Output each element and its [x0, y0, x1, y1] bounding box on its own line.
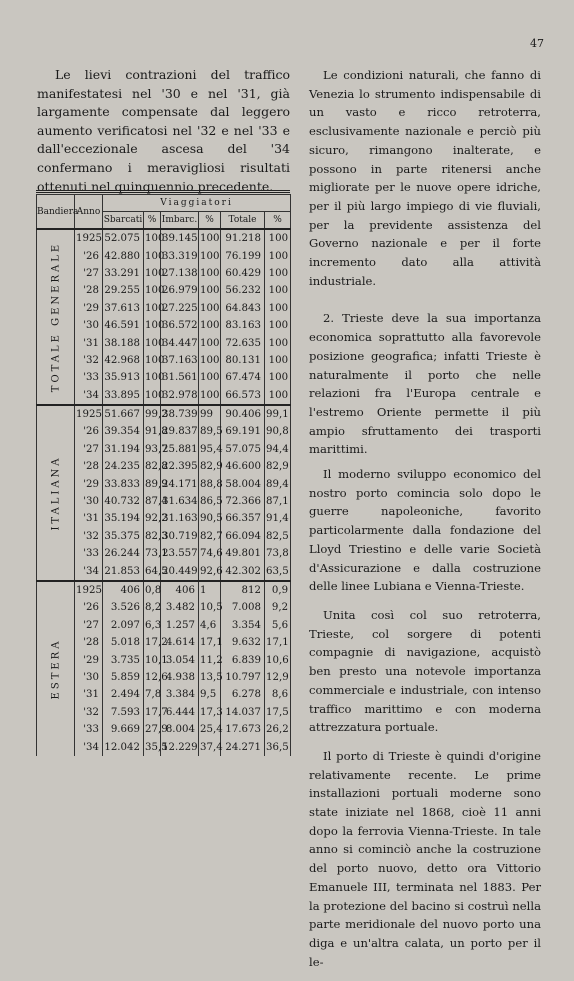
totale-cell: 76.199 — [221, 247, 265, 264]
pct-imbarcati-cell: 11,2 — [199, 651, 221, 668]
paragraph-venezia: Le condizioni naturali, che fanno di Venezia lo strumento indispensabile di un vasto e ricco retroterra, esclusivamente nazionale e perciò più sicuro, rimangono inalterate, e possono in parte ritenersi anche migliorate per le nuove opere idriche, per il più largo impiego di vie fluviali, per la previdente assistenza del Governo nazionale e per il forte incremento dato alla attività industriale. — [309, 68, 541, 288]
pct-totale-cell: 100 — [265, 265, 291, 282]
year-cell: '28 — [75, 634, 103, 651]
year-cell: 1925 — [75, 581, 103, 599]
year-cell: '29 — [75, 475, 103, 492]
sbarcati-cell: 9.669 — [103, 721, 144, 738]
pct-imbarcati-cell: 82,9 — [199, 458, 221, 475]
pct-sbarcati-cell: 82,3 — [144, 528, 161, 545]
header-pct-sbarcati: % — [144, 212, 161, 230]
pct-totale-cell: 100 — [265, 282, 291, 299]
totale-cell: 9.632 — [221, 634, 265, 651]
pct-totale-cell: 100 — [265, 334, 291, 351]
year-cell: '27 — [75, 265, 103, 282]
header-pct-totale: % — [265, 212, 291, 230]
pct-imbarcati-cell: 1 — [199, 581, 221, 599]
pct-totale-cell: 17,5 — [265, 704, 291, 721]
table-top-rule-2 — [36, 192, 290, 193]
totale-cell: 80.131 — [221, 352, 265, 369]
totale-cell: 7.008 — [221, 599, 265, 616]
pct-imbarcati-cell: 13,5 — [199, 669, 221, 686]
table-row — [37, 282, 291, 299]
pct-imbarcati-cell: 90,5 — [199, 510, 221, 527]
pct-totale-cell: 26,2 — [265, 721, 291, 738]
sbarcati-cell: 2.097 — [103, 617, 144, 634]
sbarcati-cell: 24.235 — [103, 458, 144, 475]
table-row — [37, 352, 291, 369]
header-totale: Totale — [221, 212, 265, 230]
sbarcati-cell: 3.526 — [103, 599, 144, 616]
sbarcati-cell: 33.291 — [103, 265, 144, 282]
table-row — [37, 562, 291, 580]
pct-sbarcati-cell: 12,6 — [144, 669, 161, 686]
sbarcati-cell: 42.968 — [103, 352, 144, 369]
totale-cell: 83.163 — [221, 317, 265, 334]
table-row — [37, 317, 291, 334]
pct-sbarcati-cell: 100 — [144, 229, 161, 247]
pct-totale-cell: 100 — [265, 387, 291, 405]
sbarcati-cell: 33.895 — [103, 387, 144, 405]
pct-sbarcati-cell: 6,3 — [144, 617, 161, 634]
pct-imbarcati-cell: 89,5 — [199, 423, 221, 440]
pct-sbarcati-cell: 64,5 — [144, 562, 161, 580]
imbarcati-cell: 27.138 — [161, 265, 199, 282]
totale-cell: 60.429 — [221, 265, 265, 282]
pct-totale-cell: 82,5 — [265, 528, 291, 545]
pct-sbarcati-cell: 73,1 — [144, 545, 161, 562]
table-row — [37, 493, 291, 510]
pct-totale-cell: 100 — [265, 369, 291, 386]
pct-totale-cell: 82,9 — [265, 458, 291, 475]
year-cell: '31 — [75, 686, 103, 703]
pct-imbarcati-cell: 100 — [199, 282, 221, 299]
header-imbarcati: Imbarc. — [161, 212, 199, 230]
imbarcati-cell: 26.979 — [161, 282, 199, 299]
sbarcati-cell: 46.591 — [103, 317, 144, 334]
pct-sbarcati-cell: 35,5 — [144, 738, 161, 755]
totale-cell: 72.366 — [221, 493, 265, 510]
table-row — [37, 510, 291, 527]
totale-cell: 58.004 — [221, 475, 265, 492]
header-pct-imbarcati: % — [199, 212, 221, 230]
year-cell: '31 — [75, 334, 103, 351]
imbarcati-cell: 4.614 — [161, 634, 199, 651]
totale-cell: 6.839 — [221, 651, 265, 668]
year-cell: '31 — [75, 510, 103, 527]
table-row — [37, 528, 291, 545]
sbarcati-cell: 29.255 — [103, 282, 144, 299]
totale-cell: 66.094 — [221, 528, 265, 545]
sbarcati-cell: 31.194 — [103, 441, 144, 458]
imbarcati-cell: 20.449 — [161, 562, 199, 580]
year-cell: '29 — [75, 651, 103, 668]
pct-imbarcati-cell: 100 — [199, 369, 221, 386]
pct-imbarcati-cell: 100 — [199, 317, 221, 334]
sbarcati-cell: 35.913 — [103, 369, 144, 386]
pct-imbarcati-cell: 17,3 — [199, 704, 221, 721]
pct-imbarcati-cell: 74,6 — [199, 545, 221, 562]
imbarcati-cell: 36.572 — [161, 317, 199, 334]
sbarcati-cell: 42.880 — [103, 247, 144, 264]
pct-totale-cell: 73,8 — [265, 545, 291, 562]
pct-totale-cell: 8,6 — [265, 686, 291, 703]
passenger-traffic-table — [36, 194, 291, 756]
pct-totale-cell: 100 — [265, 300, 291, 317]
table-row — [37, 545, 291, 562]
pct-totale-cell: 100 — [265, 317, 291, 334]
right-column — [309, 66, 541, 981]
totale-cell: 10.797 — [221, 669, 265, 686]
year-cell: '26 — [75, 599, 103, 616]
sbarcati-cell: 52.075 — [103, 229, 144, 247]
pct-imbarcati-cell: 82,7 — [199, 528, 221, 545]
totale-cell: 6.278 — [221, 686, 265, 703]
imbarcati-cell: 3.482 — [161, 599, 199, 616]
pct-sbarcati-cell: 0,8 — [144, 581, 161, 599]
year-cell: '26 — [75, 247, 103, 264]
pct-sbarcati-cell: 99,2 — [144, 405, 161, 423]
pct-sbarcati-cell: 100 — [144, 265, 161, 282]
totale-cell: 812 — [221, 581, 265, 599]
pct-sbarcati-cell: 100 — [144, 334, 161, 351]
year-cell: '27 — [75, 617, 103, 634]
pct-totale-cell: 36,5 — [265, 738, 291, 755]
pct-totale-cell: 100 — [265, 352, 291, 369]
table-row — [37, 738, 291, 755]
imbarcati-cell: 12.229 — [161, 738, 199, 755]
paragraph-trieste-development: Il moderno sviluppo economico del nostro porto comincia solo dopo le guerre napoleoniche, favorito particolarmente dalla fondazione del Lloyd Triestino e delle varie Società d'Assicurazione e dalla costruzione delle linee Lubiana e Vienna-Trieste. — [309, 467, 541, 594]
totale-cell: 69.191 — [221, 423, 265, 440]
year-cell: '28 — [75, 458, 103, 475]
pct-totale-cell: 91,4 — [265, 510, 291, 527]
totale-cell: 57.075 — [221, 441, 265, 458]
year-cell: 1925 — [75, 405, 103, 423]
pct-imbarcati-cell: 17,1 — [199, 634, 221, 651]
left-intro-paragraph: Le lievi contrazioni del traffico manifestatesi nel '30 e nel '31, già largamente compensate dal leggero aumento verificatosi nel '32 e nel '33 e dall'eccezionale ascesa del '34 confermano i meravigliosi risultati ottenuti nel quinquennio precedente. — [37, 67, 290, 194]
pct-imbarcati-cell: 100 — [199, 265, 221, 282]
year-cell: '32 — [75, 352, 103, 369]
pct-imbarcati-cell: 88,8 — [199, 475, 221, 492]
imbarcati-cell: 24.171 — [161, 475, 199, 492]
pct-totale-cell: 100 — [265, 247, 291, 264]
sbarcati-cell: 7.593 — [103, 704, 144, 721]
table-row — [37, 387, 291, 405]
sbarcati-cell: 3.735 — [103, 651, 144, 668]
year-cell: '32 — [75, 528, 103, 545]
sbarcati-cell: 37.613 — [103, 300, 144, 317]
imbarcati-cell: 1.257 — [161, 617, 199, 634]
table-row — [37, 634, 291, 651]
table-row — [37, 369, 291, 386]
year-cell: '33 — [75, 545, 103, 562]
pct-totale-cell: 5,6 — [265, 617, 291, 634]
imbarcati-cell: 3.384 — [161, 686, 199, 703]
table-row — [37, 423, 291, 440]
pct-imbarcati-cell: 95,4 — [199, 441, 221, 458]
table-row — [37, 475, 291, 492]
pct-imbarcati-cell: 100 — [199, 247, 221, 264]
sbarcati-cell: 33.833 — [103, 475, 144, 492]
sbarcati-cell: 5.018 — [103, 634, 144, 651]
pct-sbarcati-cell: 100 — [144, 317, 161, 334]
year-cell: '28 — [75, 282, 103, 299]
imbarcati-cell: 8.004 — [161, 721, 199, 738]
sbarcati-cell: 5.859 — [103, 669, 144, 686]
sbarcati-cell: 35.375 — [103, 528, 144, 545]
year-cell: '30 — [75, 493, 103, 510]
header-bandiera: Bandiera — [37, 195, 75, 230]
pct-totale-cell: 12,9 — [265, 669, 291, 686]
pct-sbarcati-cell: 17,7 — [144, 704, 161, 721]
table-body — [37, 229, 291, 756]
table-row — [37, 669, 291, 686]
pct-totale-cell: 17,1 — [265, 634, 291, 651]
table-row — [37, 405, 291, 423]
totale-cell: 3.354 — [221, 617, 265, 634]
table-row — [37, 599, 291, 616]
totale-cell: 67.474 — [221, 369, 265, 386]
totale-cell: 66.573 — [221, 387, 265, 405]
totale-cell: 91.218 — [221, 229, 265, 247]
pct-sbarcati-cell: 100 — [144, 300, 161, 317]
pct-imbarcati-cell: 100 — [199, 229, 221, 247]
table-row — [37, 265, 291, 282]
table-row — [37, 229, 291, 247]
totale-cell: 17.673 — [221, 721, 265, 738]
table-row — [37, 617, 291, 634]
year-cell: '34 — [75, 562, 103, 580]
flag-label-text: ESTERA — [50, 638, 61, 700]
imbarcati-cell: 23.557 — [161, 545, 199, 562]
year-cell: '34 — [75, 387, 103, 405]
pct-totale-cell: 87,1 — [265, 493, 291, 510]
year-cell: 1925 — [75, 229, 103, 247]
totale-cell: 14.037 — [221, 704, 265, 721]
sbarcati-cell: 51.667 — [103, 405, 144, 423]
year-cell: '26 — [75, 423, 103, 440]
sbarcati-cell: 35.194 — [103, 510, 144, 527]
header-anno: Anno — [75, 195, 103, 230]
pct-sbarcati-cell: 100 — [144, 387, 161, 405]
flag-group-label — [37, 581, 75, 756]
totale-cell: 49.801 — [221, 545, 265, 562]
pct-totale-cell: 89,4 — [265, 475, 291, 492]
imbarcati-cell: 38.739 — [161, 405, 199, 423]
pct-totale-cell: 9,2 — [265, 599, 291, 616]
pct-imbarcati-cell: 86,5 — [199, 493, 221, 510]
year-cell: '33 — [75, 369, 103, 386]
totale-cell: 90.406 — [221, 405, 265, 423]
imbarcati-cell: 25.881 — [161, 441, 199, 458]
pct-sbarcati-cell: 10,1 — [144, 651, 161, 668]
table-top-rule — [36, 190, 290, 191]
pct-imbarcati-cell: 4,6 — [199, 617, 221, 634]
table-row — [37, 334, 291, 351]
totale-cell: 56.232 — [221, 282, 265, 299]
page-number: 47 — [530, 37, 544, 50]
totale-cell: 46.600 — [221, 458, 265, 475]
imbarcati-cell: 33.319 — [161, 247, 199, 264]
table-row — [37, 300, 291, 317]
table-row — [37, 721, 291, 738]
imbarcati-cell: 3.054 — [161, 651, 199, 668]
sbarcati-cell: 39.354 — [103, 423, 144, 440]
pct-sbarcati-cell: 93,7 — [144, 441, 161, 458]
imbarcati-cell: 27.225 — [161, 300, 199, 317]
paragraph-trieste-section-2: 2. Trieste deve la sua importanza economica soprattutto alla favorevole posizione geografica; infatti Trieste è naturalmente il porto che nelle relazioni fra l'Europa centrale e l'estremo Oriente permette il più ampio sfruttamento dei trasporti marittimi. — [309, 311, 541, 457]
totale-cell: 66.357 — [221, 510, 265, 527]
year-cell: '30 — [75, 317, 103, 334]
pct-sbarcati-cell: 17,2 — [144, 634, 161, 651]
totale-cell: 24.271 — [221, 738, 265, 755]
table-row — [37, 247, 291, 264]
sbarcati-cell: 21.853 — [103, 562, 144, 580]
year-cell: '27 — [75, 441, 103, 458]
pct-totale-cell: 63,5 — [265, 562, 291, 580]
flag-label-text: ITALIANA — [50, 455, 61, 531]
table-row — [37, 651, 291, 668]
imbarcati-cell: 406 — [161, 581, 199, 599]
totale-cell: 72.635 — [221, 334, 265, 351]
imbarcati-cell: 22.395 — [161, 458, 199, 475]
sbarcati-cell: 40.732 — [103, 493, 144, 510]
pct-imbarcati-cell: 99 — [199, 405, 221, 423]
year-cell: '34 — [75, 738, 103, 755]
pct-totale-cell: 94,4 — [265, 441, 291, 458]
pct-imbarcati-cell: 100 — [199, 352, 221, 369]
pct-imbarcati-cell: 100 — [199, 387, 221, 405]
pct-sbarcati-cell: 100 — [144, 247, 161, 264]
pct-sbarcati-cell: 27,9 — [144, 721, 161, 738]
flag-group-label — [37, 405, 75, 581]
table-row — [37, 458, 291, 475]
imbarcati-cell: 34.447 — [161, 334, 199, 351]
pct-totale-cell: 99,1 — [265, 405, 291, 423]
pct-sbarcati-cell: 87,4 — [144, 493, 161, 510]
pct-totale-cell: 100 — [265, 229, 291, 247]
imbarcati-cell: 29.837 — [161, 423, 199, 440]
totale-cell: 42.302 — [221, 562, 265, 580]
header-viaggiatori: Viaggiatori — [103, 195, 291, 212]
imbarcati-cell: 39.145 — [161, 229, 199, 247]
pct-imbarcati-cell: 92,6 — [199, 562, 221, 580]
pct-sbarcati-cell: 82,8 — [144, 458, 161, 475]
pct-sbarcati-cell: 91,8 — [144, 423, 161, 440]
pct-imbarcati-cell: 37,4 — [199, 738, 221, 755]
pct-sbarcati-cell: 89,9 — [144, 475, 161, 492]
pct-totale-cell: 90,8 — [265, 423, 291, 440]
year-cell: '30 — [75, 669, 103, 686]
pct-sbarcati-cell: 7,8 — [144, 686, 161, 703]
sbarcati-cell: 12.042 — [103, 738, 144, 755]
pct-imbarcati-cell: 100 — [199, 300, 221, 317]
paragraph-trieste-port-origin: Il porto di Trieste è quindi d'origine relativamente recente. Le prime installazioni portuali moderne sono state iniziate nel 1868, cioè 11 anni dopo la ferrovia Vienna-Trieste. In tale anno si cominciò anche la costruzione del porto nuovo, detto ora Vittorio Emanuele III, terminata nel 1883. Per la protezione del bacino si costruì nella parte meridionale del nuovo porto una diga e un'altra calata, un porto per il le- — [309, 748, 541, 969]
imbarcati-cell: 6.444 — [161, 704, 199, 721]
sbarcati-cell: 26.244 — [103, 545, 144, 562]
year-cell: '33 — [75, 721, 103, 738]
pct-sbarcati-cell: 100 — [144, 282, 161, 299]
imbarcati-cell: 4.938 — [161, 669, 199, 686]
pct-imbarcati-cell: 9,5 — [199, 686, 221, 703]
imbarcati-cell: 31.634 — [161, 493, 199, 510]
table-row — [37, 441, 291, 458]
pct-totale-cell: 0,9 — [265, 581, 291, 599]
flag-label-text: TOTALE GENERALE — [50, 241, 61, 393]
pct-sbarcati-cell: 92,2 — [144, 510, 161, 527]
pct-sbarcati-cell: 100 — [144, 352, 161, 369]
pct-sbarcati-cell: 8,2 — [144, 599, 161, 616]
year-cell: '32 — [75, 704, 103, 721]
sbarcati-cell: 38.188 — [103, 334, 144, 351]
table-row — [37, 686, 291, 703]
table-row — [37, 704, 291, 721]
totale-cell: 64.843 — [221, 300, 265, 317]
pct-totale-cell: 10,6 — [265, 651, 291, 668]
pct-imbarcati-cell: 100 — [199, 334, 221, 351]
year-cell: '29 — [75, 300, 103, 317]
pct-imbarcati-cell: 25,4 — [199, 721, 221, 738]
imbarcati-cell: 37.163 — [161, 352, 199, 369]
table-row — [37, 581, 291, 599]
imbarcati-cell: 32.978 — [161, 387, 199, 405]
pct-imbarcati-cell: 10,5 — [199, 599, 221, 616]
imbarcati-cell: 31.561 — [161, 369, 199, 386]
paragraph-trieste-importance: Unita così col suo retroterra, Trieste, col sorgere di potenti compagnie di navigazione, acquistò ben presto una notevole importanza commerciale e industriale, con intenso traffico marittimo e con moderna attrezzatura portuale. — [309, 607, 541, 735]
flag-group-label — [37, 229, 75, 405]
imbarcati-cell: 31.163 — [161, 510, 199, 527]
sbarcati-cell: 406 — [103, 581, 144, 599]
pct-sbarcati-cell: 100 — [144, 369, 161, 386]
header-sbarcati: Sbarcati — [103, 212, 144, 230]
sbarcati-cell: 2.494 — [103, 686, 144, 703]
imbarcati-cell: 30.719 — [161, 528, 199, 545]
